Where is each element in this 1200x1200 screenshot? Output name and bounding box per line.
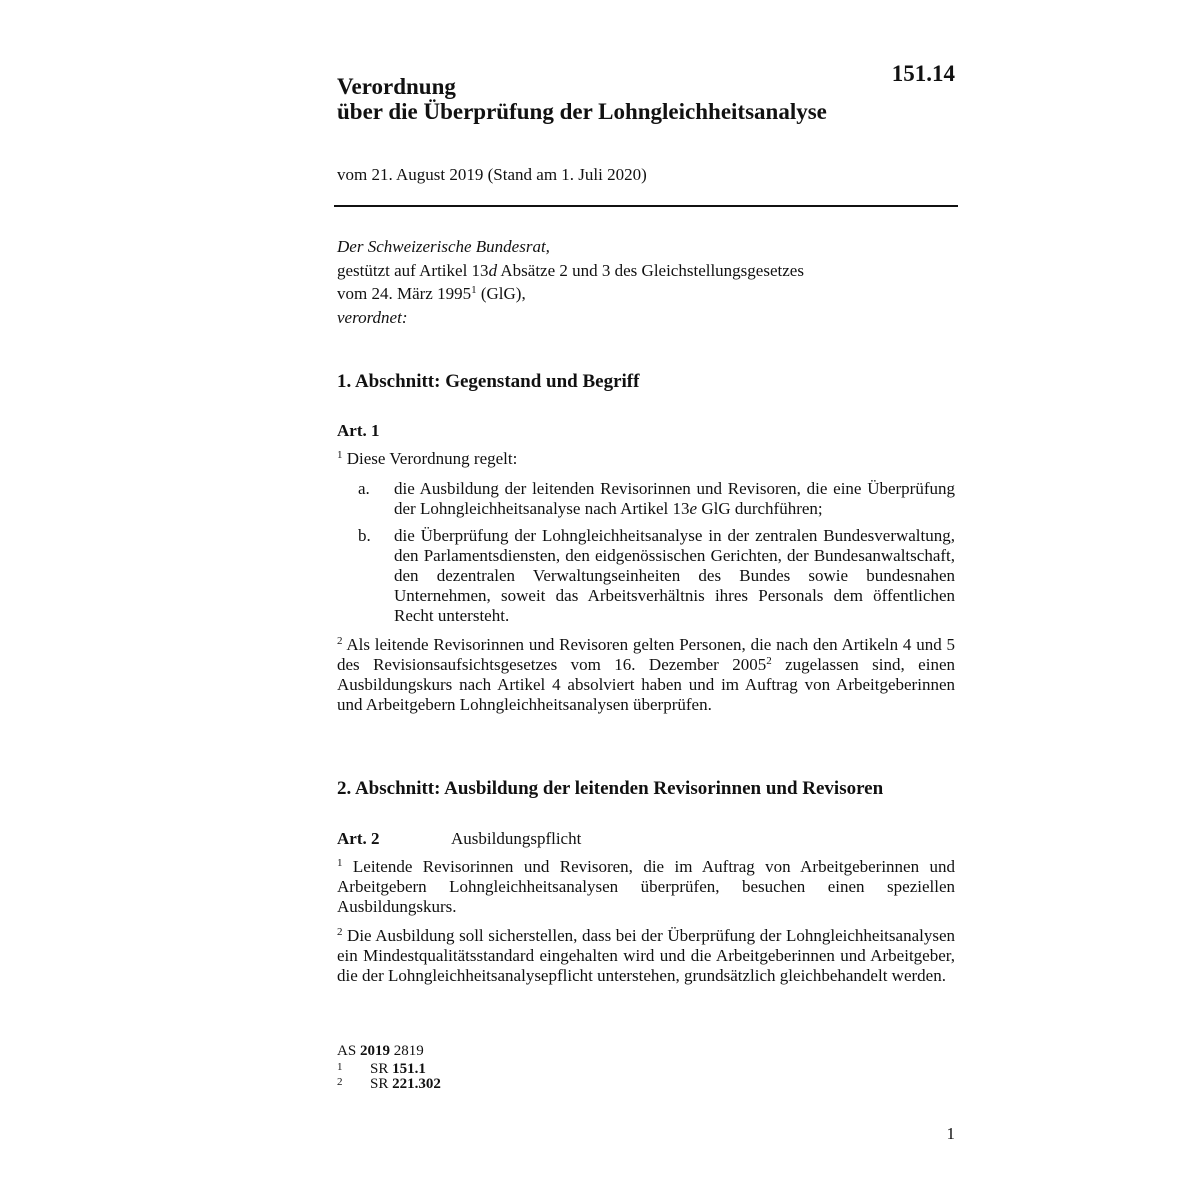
- para-number: 1: [337, 857, 343, 869]
- basis-line1-italic: d: [488, 260, 498, 280]
- footnotes: [337, 1042, 441, 1092]
- document-title: [337, 74, 897, 124]
- item-a-pre: die Ausbildung der leitenden Revisorinnen und Revisoren, die eine Überprüfung der Lohngleichheitsanalyse nach Artikel 13: [394, 479, 955, 518]
- para-2-post: zugelassen sind, einen Ausbildungskurs nach Artikel 4 absolviert haben und im Auftrag von Arbeitgeberinnen und Arbeitgebern Lohngleichheitsanalysen überprüfen.: [337, 655, 955, 714]
- footnote-prefix: SR: [370, 1061, 393, 1077]
- preamble-basis-line-1: [337, 259, 955, 283]
- article-2-para-2: [337, 926, 955, 986]
- basis-line1-pre: gestützt auf Artikel 13: [337, 260, 489, 280]
- preamble: [337, 235, 955, 329]
- article-2-heading: [337, 828, 581, 850]
- article-1-heading: [337, 420, 451, 442]
- header-divider: [334, 205, 958, 207]
- article-1-item-b: [358, 526, 955, 626]
- preamble-authority: Der Schweizerische Bundesrat,: [337, 237, 550, 256]
- footnote-text: [370, 1075, 441, 1093]
- para-number: 2: [337, 635, 343, 647]
- footnote-ref[interactable]: 221.302: [392, 1076, 441, 1092]
- article-1-para-1: [337, 449, 955, 469]
- as-year: 2019: [359, 1043, 390, 1059]
- article-1-label: Art. 1: [337, 421, 380, 440]
- title-line-2: über die Überprüfung der Lohngleichheitsanalyse: [337, 99, 827, 124]
- as-reference: [337, 1042, 424, 1060]
- preamble-decree: verordnet:: [337, 307, 408, 327]
- footnote-ref-1[interactable]: 1: [471, 284, 477, 296]
- para-text: Leitende Revisorinnen und Revisoren, die im Auftrag von Arbeitgeberinnen und Arbeitgebern Lohngleichheitsanalysen überprüfen, besuchen einen speziellen Ausbildungskurs.: [337, 857, 955, 916]
- footnote-prefix: SR: [370, 1076, 393, 1092]
- page-number: 1: [946, 1124, 955, 1143]
- para-number: 2: [337, 926, 343, 938]
- section-2-heading: 2. Abschnitt: Ausbildung der leitenden Revisorinnen und Revisoren: [337, 778, 884, 799]
- item-a-italic: e: [689, 499, 698, 518]
- article-1-item-a: [358, 479, 955, 519]
- article-2-title: Ausbildungspflicht: [451, 829, 582, 848]
- para-number: 1: [337, 449, 343, 461]
- basis-line1-post: Absätze 2 und 3 des Gleichstellungsgesetzes: [497, 260, 804, 280]
- para-text: Diese Verordnung regelt:: [342, 449, 518, 468]
- footnote-2: [337, 1075, 441, 1092]
- basis-line2-post: (GlG),: [476, 284, 526, 303]
- item-text: [394, 479, 955, 519]
- preamble-basis-line-2: [337, 282, 955, 306]
- para-2-pre: Als leitende Revisorinnen und Revisoren gelten Personen, die nach den Artikeln 4 und 5 des Revisionsaufsichtsgesetzes vom 16. Dezember 2005: [337, 635, 955, 674]
- article-1-para-2: [337, 635, 955, 715]
- sr-number: 151.14: [891, 61, 955, 86]
- date-line: vom 21. August 2019 (Stand am 1. Juli 2020): [337, 165, 647, 184]
- title-line-1: Verordnung: [337, 74, 456, 99]
- item-a-post: GlG durchführen;: [697, 499, 823, 518]
- footnote-1: [337, 1060, 424, 1075]
- footnote-mark: 2: [337, 1076, 343, 1088]
- basis-line2-pre: vom 24. März 1995: [337, 284, 472, 303]
- item-letter: a.: [358, 479, 370, 498]
- footnote-ref-2[interactable]: 2: [766, 655, 772, 667]
- item-text: die Überprüfung der Lohngleichheitsanalyse in der zentralen Bundesverwaltung, den Parlamentsdiensten, den eidgenössischen Gerichten, der Bundesanwaltschaft, den dezentralen Verwaltungseinheiten des Bundes sowie bundesnahen Unternehmen, soweit das Arbeitsverhältnis ihres Personals dem öffentlichen Recht untersteht.: [394, 526, 955, 625]
- item-letter: b.: [358, 526, 371, 545]
- as-page: 2819: [389, 1043, 424, 1059]
- article-2-label: Art. 2: [337, 829, 380, 848]
- footnote-mark: 1: [337, 1061, 343, 1073]
- para-text: Die Ausbildung soll sicherstellen, dass bei der Überprüfung der Lohngleichheitsanalysen ein Mindestqualitätsstandard eingehalten wird und die Arbeitgeberinnen und Arbeitgeber, die der Lohngleichheitsanalysepflicht unterstehen, grundsätzlich gleichbehandelt werden.: [337, 926, 955, 985]
- footnote-ref[interactable]: 151.1: [392, 1061, 426, 1077]
- as-prefix: AS: [337, 1043, 360, 1059]
- section-1-heading: 1. Abschnitt: Gegenstand und Begriff: [337, 371, 640, 392]
- article-2-para-1: [337, 857, 955, 917]
